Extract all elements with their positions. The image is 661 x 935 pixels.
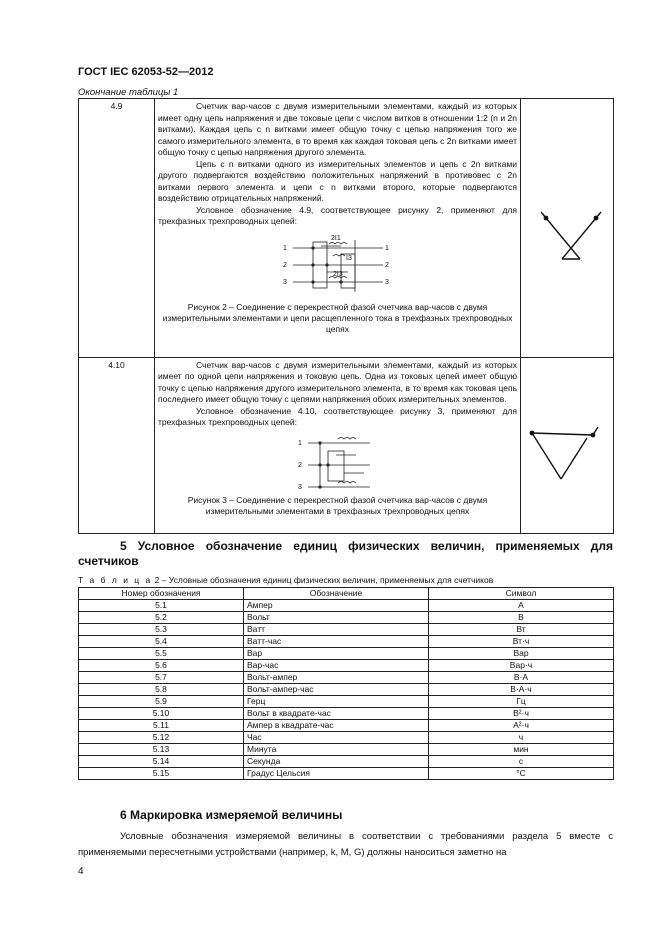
number-cell: 5.6	[79, 660, 244, 672]
designation-cell: Вольт	[244, 612, 429, 624]
terminal-label: 3	[282, 278, 287, 286]
symbol-cell: А	[429, 600, 614, 612]
designation-cell: Час	[244, 732, 429, 744]
symbol-cell	[521, 357, 614, 534]
symbol-cell: Вар	[429, 648, 614, 660]
designation-cell: Ватт-час	[244, 636, 429, 648]
terminal-label: 1	[384, 244, 389, 252]
number-cell: 5.13	[79, 744, 244, 756]
number-cell: 5.4	[79, 636, 244, 648]
designation-cell: Минута	[244, 744, 429, 756]
designation-cell: Ватт	[244, 624, 429, 636]
figure-2-circuit	[283, 232, 393, 300]
table-2-caption	[78, 575, 493, 585]
row-description	[155, 357, 521, 534]
symbol-cell: Вт·ч	[429, 636, 614, 648]
designation-cell: Градус Цельсия	[244, 768, 429, 780]
reactive-meter-symbol-4-10	[524, 360, 610, 528]
node-dot	[530, 430, 535, 435]
symbol-cell: с	[429, 756, 614, 768]
row-description	[155, 99, 521, 358]
paragraph: Счетчик вар-часов с двумя измерительными элементами, каждый из которых имеет одну цепь напряжения и две токовые цепи с числом витков в отношении 1:2 (n и 2n витками). Каждая цепь с n витками имеет общую точку с цепью напряжения того же самого измерительного элемента, в то время как каждая токовая цепь с 2n витками имеет общую точку с цепью напряжения другого элемента.	[158, 101, 517, 157]
symbol-cell: В²·ч	[429, 708, 614, 720]
table-row	[79, 732, 614, 744]
table-row	[79, 660, 614, 672]
section-6-heading: 6 Маркировка измеряемой величины	[120, 808, 343, 822]
designation-cell: Секунда	[244, 756, 429, 768]
number-cell: 5.10	[79, 708, 244, 720]
number-cell: 5.14	[79, 756, 244, 768]
symbol-cell: В·А·ч	[429, 684, 614, 696]
table-label: Т а б л и ц а	[78, 575, 153, 585]
terminal-label: 3	[297, 483, 302, 491]
symbol-cell: В	[429, 612, 614, 624]
symbol-cell: В·А	[429, 672, 614, 684]
designation-cell: Ампер в квадрате-час	[244, 720, 429, 732]
table-row	[79, 636, 614, 648]
designation-cell: Вольт-ампер	[244, 672, 429, 684]
designation-cell: Вар-час	[244, 660, 429, 672]
table-row	[79, 756, 614, 768]
section-6-paragraph: Условные обозначения измеряемой величины в соответствии с требованиями раздела 5 вместе с применяемыми пересчетными устройствами (например, k, M, G) должны наноситься заметно на	[78, 831, 613, 858]
number-cell: 5.2	[79, 612, 244, 624]
row-number: 4.10	[79, 357, 155, 534]
coil-label: I3	[345, 254, 352, 262]
node-dot	[594, 216, 599, 221]
document-header: ГОСТ IEC 62053-52—2012	[78, 66, 214, 78]
table-2	[78, 587, 614, 780]
number-cell: 5.1	[79, 600, 244, 612]
terminal-label: 2	[282, 261, 287, 269]
table-row	[79, 624, 614, 636]
page-number: 4	[78, 866, 84, 877]
symbol-cell: Гц	[429, 696, 614, 708]
terminal-label: 1	[282, 244, 287, 252]
number-cell: 5.5	[79, 648, 244, 660]
column-header: Символ	[429, 588, 614, 600]
paragraph: Счетчик вар-часов с двумя измерительными элементами, каждый из которых имеет по одной цепи напряжения и токовую цепь. Одна из токовых цепей имеет общую точку с цепью напряжения другого измерительного элемента, в то время как токовая цепь последнего имеет общую точку с цепями напряжения обоих измерительных элементов.	[158, 359, 517, 404]
coil-label: 2I3	[332, 270, 343, 278]
table-row	[79, 708, 614, 720]
table-row	[79, 744, 614, 756]
column-header: Номер обозначения	[79, 588, 244, 600]
node-dot	[544, 216, 549, 221]
number-cell: 5.12	[79, 732, 244, 744]
terminal-label: 1	[297, 439, 302, 447]
section-5-heading: 5 Условное обозначение единиц физических величин, применяемых для счетчиков	[78, 539, 613, 568]
coil-label: 2I1	[330, 234, 341, 242]
number-cell: 5.15	[79, 768, 244, 780]
number-cell: 5.3	[79, 624, 244, 636]
figure-caption: Рисунок 2 – Соединение с перекрестной фазой счетчика вар-часов с двумя измерительными элементами и цепи расщепленного тока в трехфазных трехпроводных цепях	[162, 301, 513, 334]
paragraph: Условное обозначение 4.9, соответствующее рисунку 2, применяют для трехфазных трехпроводных цепей:	[158, 204, 517, 226]
designation-cell: Ампер	[244, 600, 429, 612]
reactive-meter-symbol-4-9	[524, 101, 610, 351]
table-row	[79, 684, 614, 696]
symbol-cell	[521, 99, 614, 358]
table-row	[79, 612, 614, 624]
symbol-cell: Вт	[429, 624, 614, 636]
table-caption-text: 2 – Условные обозначения единиц физических величин, применяемых для счетчиков	[152, 575, 494, 585]
table-row	[79, 99, 614, 358]
node-dot	[591, 432, 596, 437]
figure-caption: Рисунок 3 – Соединение с перекрестной фазой счетчика вар-часов с двумя измерительными элементами в трехфазных трехпроводных цепях	[187, 494, 488, 516]
row-number: 4.9	[79, 99, 155, 358]
symbol-cell: Вар·ч	[429, 660, 614, 672]
table-row	[79, 696, 614, 708]
terminal-label: 2	[384, 261, 389, 269]
designation-cell: Герц	[244, 696, 429, 708]
table-row	[79, 648, 614, 660]
column-header: Обозначение	[244, 588, 429, 600]
figure-3-circuit	[298, 433, 378, 493]
table-header-row	[79, 588, 614, 600]
number-cell: 5.11	[79, 720, 244, 732]
table-1	[78, 98, 614, 534]
table-row	[79, 768, 614, 780]
symbol-cell: °С	[429, 768, 614, 780]
table-row	[79, 600, 614, 612]
designation-cell: Вар	[244, 648, 429, 660]
number-cell: 5.7	[79, 672, 244, 684]
symbol-cell: ч	[429, 732, 614, 744]
symbol-cell: А²·ч	[429, 720, 614, 732]
table-row	[79, 672, 614, 684]
table-row	[79, 357, 614, 534]
table-2-body	[79, 600, 614, 780]
symbol-cell: мин	[429, 744, 614, 756]
number-cell: 5.9	[79, 696, 244, 708]
table-continuation-label: Окончание таблицы 1	[78, 87, 179, 98]
terminal-label: 3	[384, 278, 389, 286]
paragraph: Цепь с n витками одного из измерительных элементов и цепь с 2n витками другого подвергаются воздействию положительных напряжений в противовес с 2n витками первого элемента и цепи с n витками второго, которые подвергаются воздействию отрицательных напряжений.	[158, 158, 517, 203]
table-row	[79, 720, 614, 732]
paragraph: Условное обозначение 4.10, соответствующее рисунку 3, применяют для трехфазных трехпроводных цепей:	[158, 405, 517, 427]
designation-cell: Вольт-ампер-час	[244, 684, 429, 696]
number-cell: 5.8	[79, 684, 244, 696]
designation-cell: Вольт в квадрате-час	[244, 708, 429, 720]
terminal-label: 2	[297, 461, 302, 469]
